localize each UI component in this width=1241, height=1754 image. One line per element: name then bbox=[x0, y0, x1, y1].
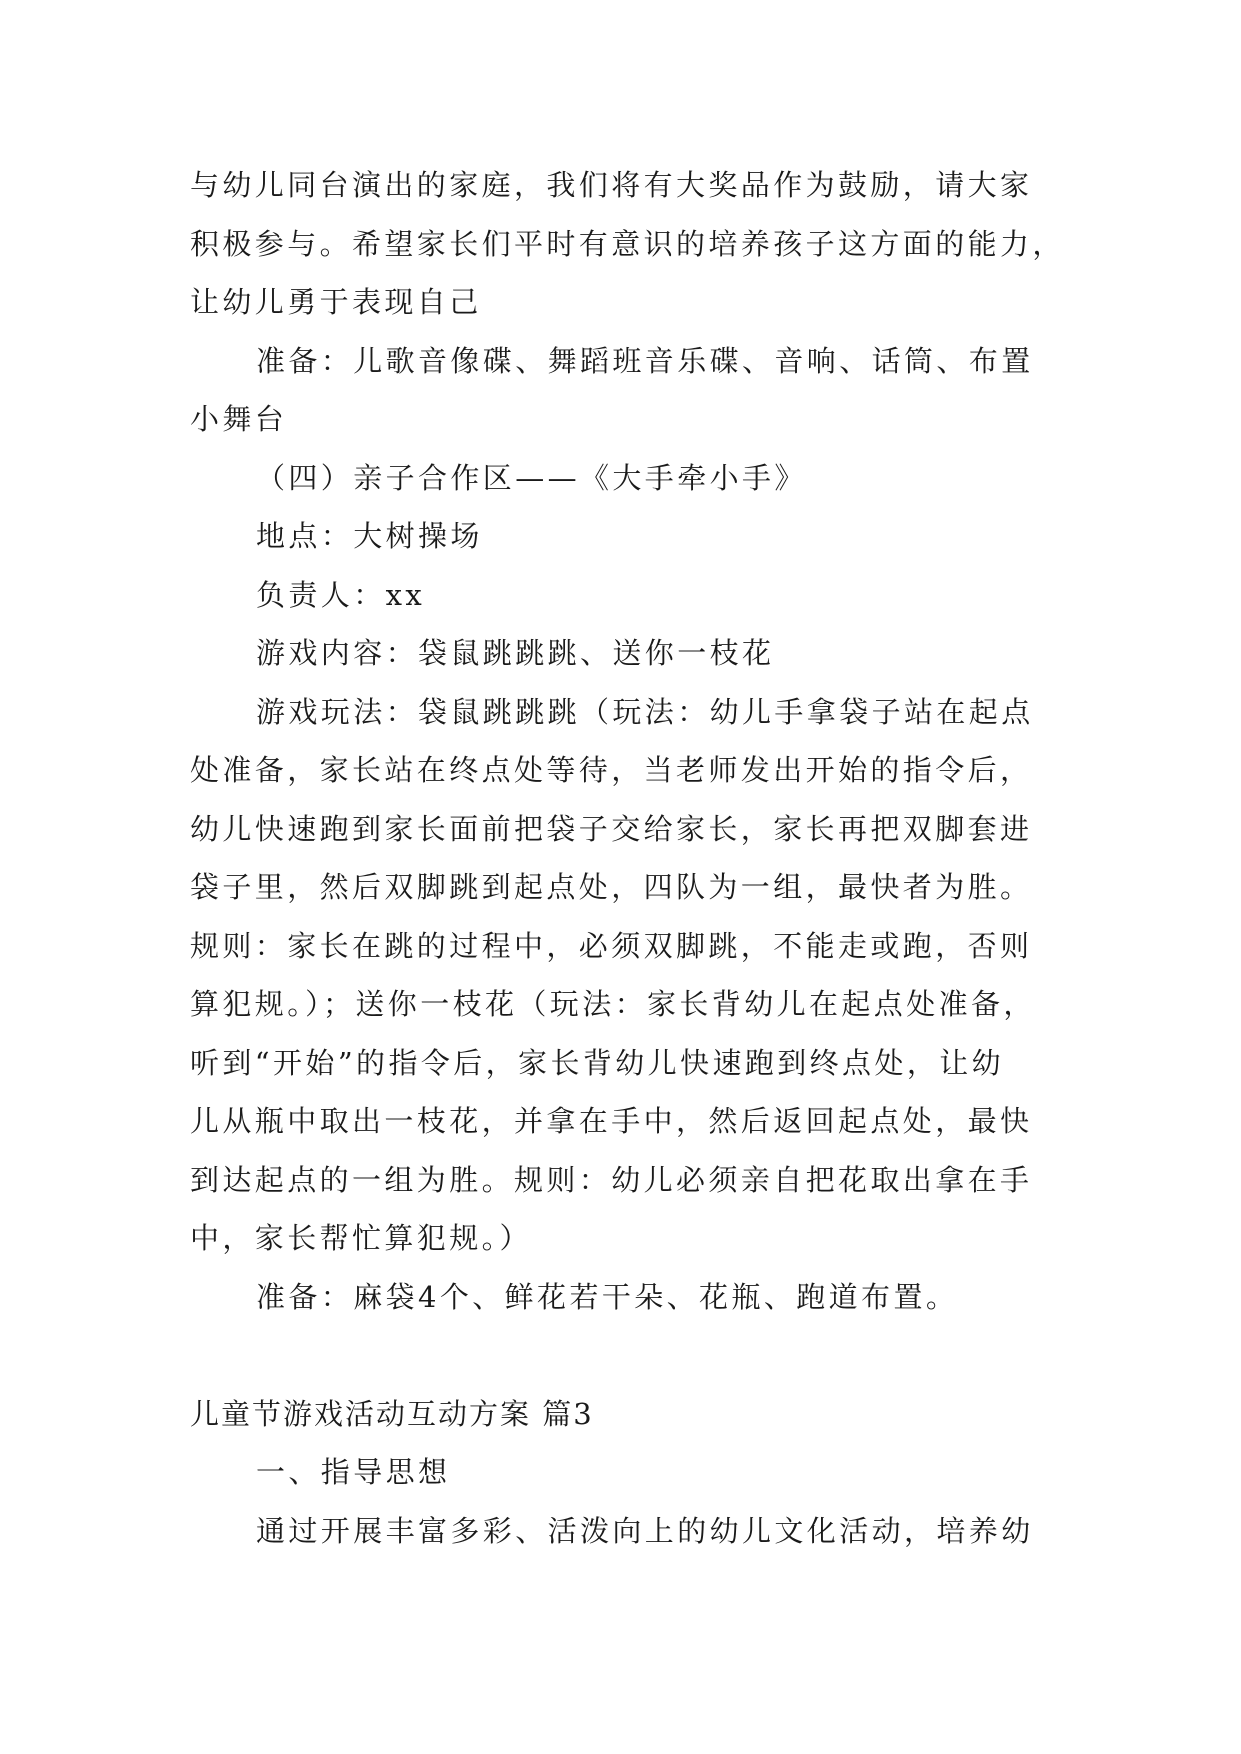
body-text-line: 准备：儿歌音像碟、舞蹈班音乐碟、音响、话筒、布置 bbox=[256, 344, 1034, 378]
section-heading: （四）亲子合作区——《大手牵小手》 bbox=[256, 461, 807, 495]
body-text-line: 小舞台 bbox=[190, 402, 288, 436]
body-text-line: 儿从瓶中取出一枝花，并拿在手中，然后返回起点处，最快 bbox=[190, 1104, 1033, 1138]
body-text-line: 地点：大树操场 bbox=[256, 519, 483, 553]
body-text-line: 准备：麻袋4个、鲜花若干朵、花瓶、跑道布置。 bbox=[256, 1280, 959, 1314]
body-text-line: 处准备，家长站在终点处等待，当老师发出开始的指令后， bbox=[190, 753, 1033, 787]
body-text-line: 与幼儿同台演出的家庭，我们将有大奖品作为鼓励，请大家 bbox=[190, 168, 1033, 202]
body-text-line: 通过开展丰富多彩、活泼向上的幼儿文化活动，培养幼 bbox=[256, 1514, 1034, 1548]
body-text-line: 听到“开始”的指令后，家长背幼儿快速跑到终点处，让幼 bbox=[190, 1046, 1005, 1080]
body-text-line: 中，家长帮忙算犯规。） bbox=[190, 1221, 532, 1255]
body-text-line: 算犯规。）；送你一枝花（玩法：家长背幼儿在起点处准备， bbox=[190, 987, 1036, 1021]
body-text-line: 负责人：xx bbox=[256, 578, 426, 612]
body-text-line: 规则：家长在跳的过程中，必须双脚跳，不能走或跑，否则 bbox=[190, 929, 1033, 963]
body-text-line: 到达起点的一组为胜。规则：幼儿必须亲自把花取出拿在手 bbox=[190, 1163, 1033, 1197]
section-heading: 一、指导思想 bbox=[256, 1455, 451, 1489]
body-text-line: 幼儿快速跑到家长面前把袋子交给家长，家长再把双脚套进 bbox=[190, 812, 1033, 846]
body-text-line: 游戏玩法：袋鼠跳跳跳（玩法：幼儿手拿袋子站在起点 bbox=[256, 695, 1034, 729]
body-text-line: 游戏内容：袋鼠跳跳跳、送你一枝花 bbox=[256, 636, 775, 670]
body-text-line: 让幼儿勇于表现自己 bbox=[190, 285, 482, 319]
body-text-line: 袋子里，然后双脚跳到起点处，四队为一组，最快者为胜。 bbox=[190, 870, 1033, 904]
article-heading: 儿童节游戏活动互动方案 篇3 bbox=[190, 1397, 594, 1431]
body-text-line: 积极参与。希望家长们平时有意识的培养孩子这方面的能力， bbox=[190, 227, 1065, 261]
